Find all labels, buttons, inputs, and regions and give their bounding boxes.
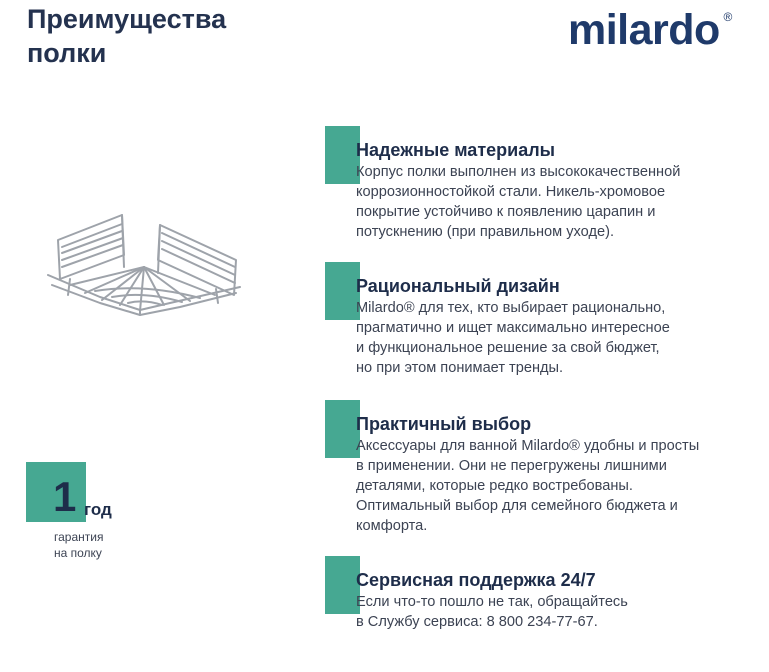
warranty-unit: год (84, 500, 112, 519)
warranty-number: 1 (53, 473, 77, 520)
feature-description: Milardo® для тех, кто выбирает рационально, прагматично и ищет максимально интересное и функциональное решение за свой бюджет, но при этом понимает тренды. (356, 300, 670, 376)
accent-square (325, 262, 360, 320)
brand-logo (568, 6, 732, 55)
warranty-caption: гарантия на полку (54, 530, 104, 560)
feature-practical (325, 400, 765, 536)
feature-design (325, 262, 765, 378)
feature-title: Сервисная поддержка 24/7 (356, 570, 596, 590)
logo-registered-mark: ® (723, 10, 732, 24)
feature-title: Надежные материалы (356, 140, 556, 160)
feature-title: Рациональный дизайн (356, 276, 560, 296)
logo-text: milardo (568, 6, 720, 54)
feature-description: Корпус полки выполнен из высококачественной коррозионностойкой стали. Никель-хромовое покрытие устойчиво к появлению царапин и потускнению (при правильном уходе). (356, 164, 681, 240)
feature-description: Аксессуары для ванной Milardo® удобны и просты в применении. Они не перегружены лишними деталями, которые редко востребованы. Оптимальный выбор для семейного бюджета и комфорта. (356, 438, 700, 534)
feature-description: Если что-то пошло не так, обращайтесь в Службу сервиса: 8 800 234-77-67. (356, 594, 628, 630)
accent-square (325, 400, 360, 458)
feature-service (325, 556, 765, 632)
corner-shelf-image (40, 205, 250, 320)
feature-title: Практичный выбор (356, 414, 532, 434)
page-title: Преимущества полки (27, 4, 227, 68)
feature-materials (325, 126, 765, 242)
accent-square (325, 126, 360, 184)
accent-square (325, 556, 360, 614)
